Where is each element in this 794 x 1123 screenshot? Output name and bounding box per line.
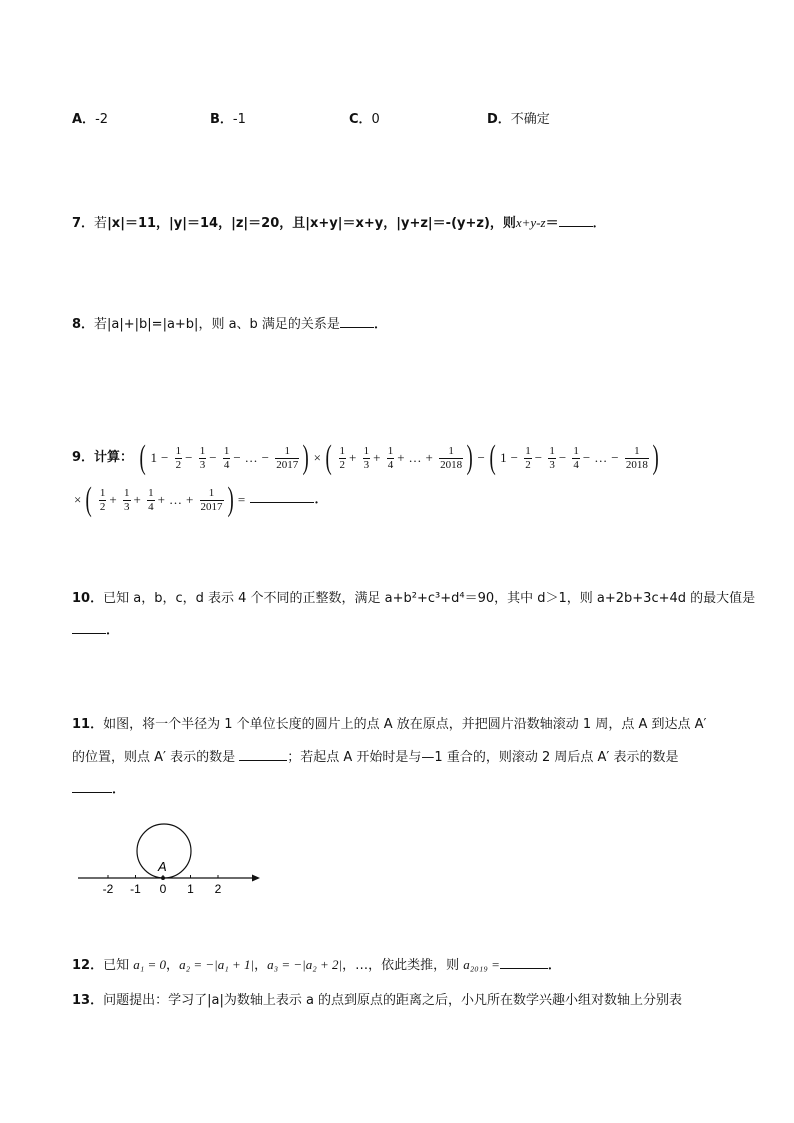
question-11-line-2: 的位置，则点 A′ 表示的数是 ；若起点 A 开始时是与—1 重合的，则滚动 2 周后点 A′ 表示的数是 <box>72 750 679 765</box>
answer-blank <box>72 621 106 634</box>
tick-label: 1 <box>187 882 194 896</box>
question-7: 7．若|x|＝11，|y|＝14，|z|＝20，且|x+y|＝x+y，|y+z|＝-(y+z)，则x+y-z＝ ． <box>72 215 606 231</box>
expression-part-2: × ( $\frac{1}{2}$ + $\frac{1}{3}$ + $\frac{1}{4}$ + … + $\frac{1}{2017}$ ) = <box>74 481 246 519</box>
question-13: 13．问题提出：学习了|a|为数轴上表示 a 的点到原点的距离之后，小凡所在数学兴趣小组对数轴上分别表 <box>72 993 683 1008</box>
question-9-line-2: × ( $\frac{1}{2}$ + $\frac{1}{3}$ + $\frac{1}{4}$ + … + $\frac{1}{2017}$ ) = ． <box>74 481 328 519</box>
point-label-a: A <box>158 859 167 874</box>
option-b: B．-1 <box>210 112 246 127</box>
answer-blank <box>500 956 548 969</box>
option-d: D．不确定 <box>487 112 550 127</box>
expression-part-1: ( 1 − $\frac{1}{2}$ − $\frac{1}{3}$ − $\frac{1}{4}$ − … − $\frac{1}{2017}$ ) × ( $\frac{1}{2}$ + $\frac{1}{3}$ + $\frac{1}{4}$ + … + $\frac{1}{2018}$ ) − ( 1 − $\frac{1}{2}$ − $\frac{1}{3}$ − $\frac{1}{4}$ − … − $\frac{1}{2018}$ ) <box>139 439 659 477</box>
answer-blank <box>340 315 374 328</box>
question-12: 12．已知 a₁ = 0，a₂ = −|a₁ + 1|，a₃ = −|a₂ + 2|，…，依此类推，则 a₂₀₁₉ = ． <box>72 957 561 973</box>
question-11-line-3: ． <box>72 780 125 799</box>
option-a: A．-2 <box>72 112 109 127</box>
question-11: 11．如图，将一个半径为 1 个单位长度的圆片上的点 A 放在原点，并把圆片沿数轴滚动 1 周，点 A 到达点 A′ <box>72 717 707 732</box>
tick-label: -1 <box>130 882 141 896</box>
number-line-figure <box>72 815 272 900</box>
answer-blank <box>250 490 314 503</box>
tick-label: 0 <box>159 882 167 896</box>
axis-arrow-icon <box>252 875 260 882</box>
answer-blank <box>559 214 593 227</box>
tick-label: 2 <box>214 882 222 896</box>
answer-blank <box>239 748 287 761</box>
answer-blank <box>72 780 112 793</box>
question-8: 8．若|a|+|b|=|a+b|，则 a、b 满足的关系是 ． <box>72 317 387 332</box>
option-c: C．0 <box>349 112 380 127</box>
tick-label: -2 <box>102 882 114 896</box>
question-9: 9．计算： ( 1 − $\frac{1}{2}$ − $\frac{1}{3}$ − $\frac{1}{4}$ − … − $\frac{1}{2017}$ ) × ( $\frac{1}{2}$ + $\frac{1}{3}$ + $\frac{1}{4}$ + … + $\frac{1}{2018}$ ) − ( 1 − $\frac{1}{2}$ − $\frac{1}{3}$ − $\frac{1}{4}$ − … − $\frac{1}{2018}$ ) <box>72 440 661 475</box>
question-10: 10．已知 a，b，c，d 表示 4 个不同的正整数，满足 a+b²+c³+d⁴＝90，其中 d＞1，则 a+2b+3c+4d 的最大值是 <box>72 591 756 606</box>
question-10-line-2: ． <box>72 621 119 640</box>
